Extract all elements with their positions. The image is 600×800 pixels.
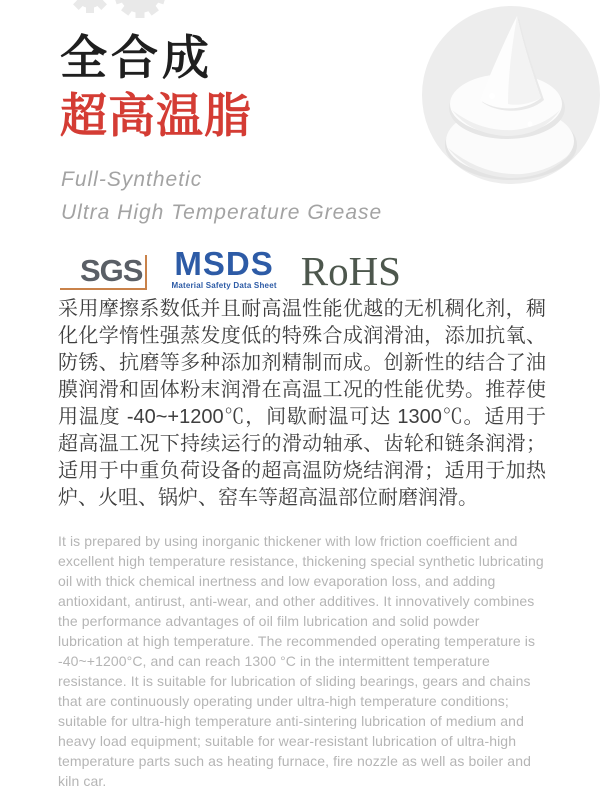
- product-title-zh-red: 超高温脂: [60, 89, 252, 142]
- certification-logos: [60, 242, 401, 292]
- msds-logo-sublabel: Material Safety Data Sheet: [171, 281, 277, 290]
- product-subtitle-en: [61, 163, 382, 229]
- grease-swirl-image: [422, 6, 600, 184]
- msds-logo: [171, 245, 277, 290]
- description-paragraph-en: It is prepared by using inorganic thickener with low friction coefficient and excellent high temperature resistance, thickening special synthetic lubricating oil with thick chemical inertness and low evaporation loss, and adding antioxidant, antirust, anti-wear, and other additives. It innovatively combines the performance advantages of oil film lubrication and solid powder lubrication at high temperature. The recommended operating temperature is -40~+1200°C, and can reach 1300 °C in the intermittent temperature resistance. It is suitable for lubrication of sliding bearings, gears and chains that are continuously operating under ultra-high temperature conditions; suitable for ultra-high temperature anti-sintering lubrication of medium and heavy load equipment; suitable for wear-resistant lubrication of ultra-high temperature parts such as heating furnace, fire nozzle as well as boiler and kiln car.: [58, 533, 544, 789]
- sgs-logo: [60, 255, 147, 290]
- rohs-logo: RoHS: [300, 248, 401, 294]
- gear-small: [70, 0, 107, 13]
- product-title-zh: 全合成: [60, 31, 213, 84]
- product-image: [422, 6, 600, 184]
- sgs-logo-label: SGS: [80, 253, 143, 288]
- subtitle-line-1: Full-Synthetic: [61, 168, 203, 191]
- description-paragraph-zh: 采用摩擦系数低并且耐高温性能优越的无机稠化剂，稠化化学惰性强蒸发度低的特殊合成润滑油，添加抗氧、防锈、抗磨等多种添加剂精制而成。创新性的结合了油膜润滑和固体粉末润滑在高温工况的性能优势。推荐使用温度 -40~+1200℃，间歇耐温可达 1300℃。适用于超高温工况下持续运行的滑动轴承、齿轮和链条润滑；适用于中重负荷设备的超高温防烧结润滑；适用于加热炉、火咀、锅炉、窑车等超高温部位耐磨润滑。: [58, 298, 546, 509]
- msds-logo-label: MSDS: [174, 245, 274, 282]
- subtitle-line-2: Ultra High Temperature Grease: [61, 201, 383, 224]
- gear-large: [114, 0, 166, 18]
